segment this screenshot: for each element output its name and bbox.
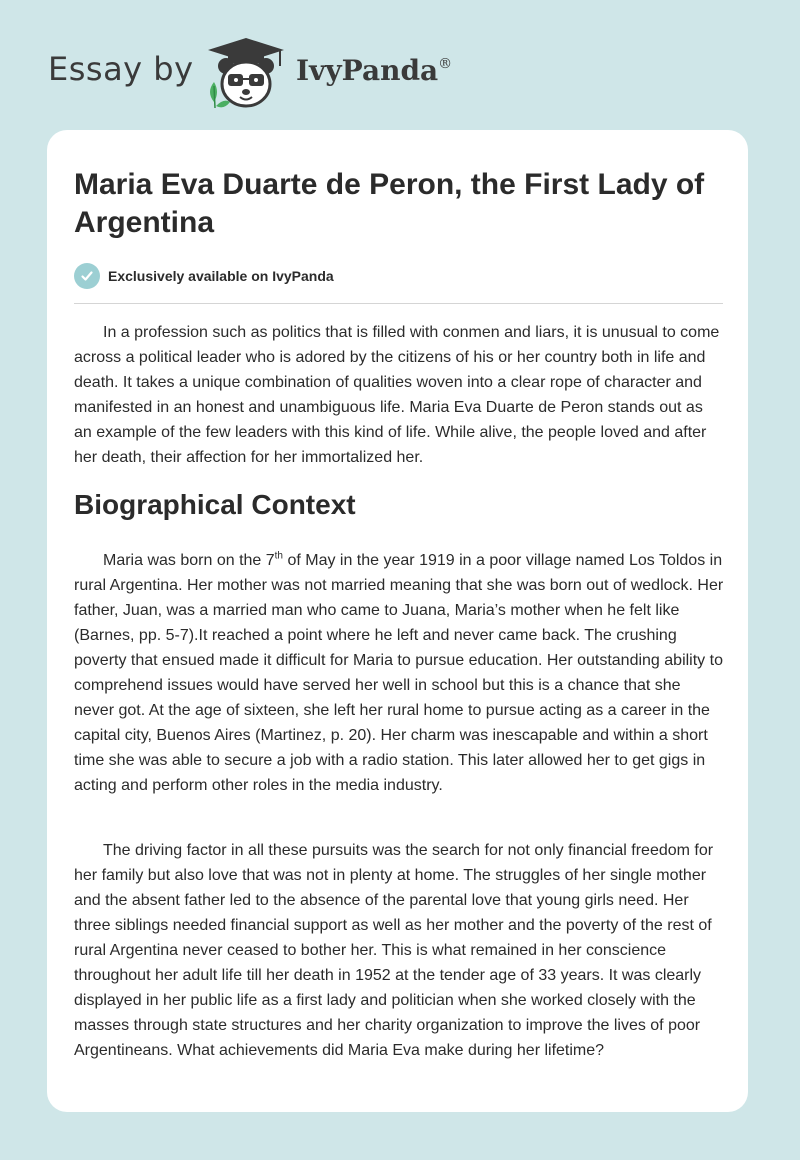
brand-name[interactable]: IvyPanda® (296, 54, 453, 87)
section-heading: Biographical Context (74, 489, 356, 520)
panda-logo-icon[interactable] (200, 36, 292, 110)
brand-prefix: Essay by (48, 50, 194, 88)
check-icon (74, 263, 100, 289)
body-paragraph-1: Maria was born on the 7th of May in the year 1919 in a poor village named Los Toldos in rural Argentina. Her mother was not married meaning that she was born out of wedlock. Her father, Juan, was a married man who came to Juana, Maria’s mother when he felt like (Barnes, pp. 5-7).It reached a point where he left and never came back. The crushing poverty that ensued made it difficult for Maria to pursue education. Her outstanding ability to comprehend issues would have served her well in school but this is a chance that she never got. At the age of sixteen, she left her rural home to pursue acting as a career in the capital city, Buenos Aires (Martinez, p. 20). Her charm was inescapable and within a short time she was able to secure a job with a radio station. This later allowed her to get gigs in acting and perform other roles in the media industry. (74, 550, 724, 794)
registered-mark: ® (438, 56, 453, 72)
essay-title: Maria Eva Duarte de Peron, the First Lady of Argentina (74, 168, 705, 239)
essay-card (47, 130, 748, 1112)
site-header (0, 0, 800, 130)
intro-paragraph: In a profession such as politics that is filled with conmen and liars, it is unusual to come across a political leader who is adored by the citizens of his or her country both in life and death. It takes a unique combination of qualities woven into a clear rope of character and manifested in an honest and unambiguous life. Maria Eva Duarte de Peron stands out as an example of the few leaders with this kind of life. While alive, the people loved and after her death, their affection for her immortalized her. (74, 324, 720, 466)
exclusive-badge (74, 263, 334, 289)
badge-label: Exclusively available on IvyPanda (108, 268, 334, 284)
divider (74, 303, 723, 304)
body-paragraph-2: The driving factor in all these pursuits was the search for not only financial freedom for her family but also love that was not in plenty at home. The struggles of her single mother and the absent father led to the absence of the parental love that young girls need. Her three siblings needed financial support as well as her mother and the poverty of the rest of rural Argentina never ceased to bother her. This is what remained in her conscience throughout her adult life till her death in 1952 at the tender age of 33 years. It was clearly displayed in her public life as a first lady and politician when she worked closely with the masses through state structures and her charity organization to improve the lives of poor Argentineans. What achievements did Maria Eva make during her lifetime? (74, 842, 714, 1059)
